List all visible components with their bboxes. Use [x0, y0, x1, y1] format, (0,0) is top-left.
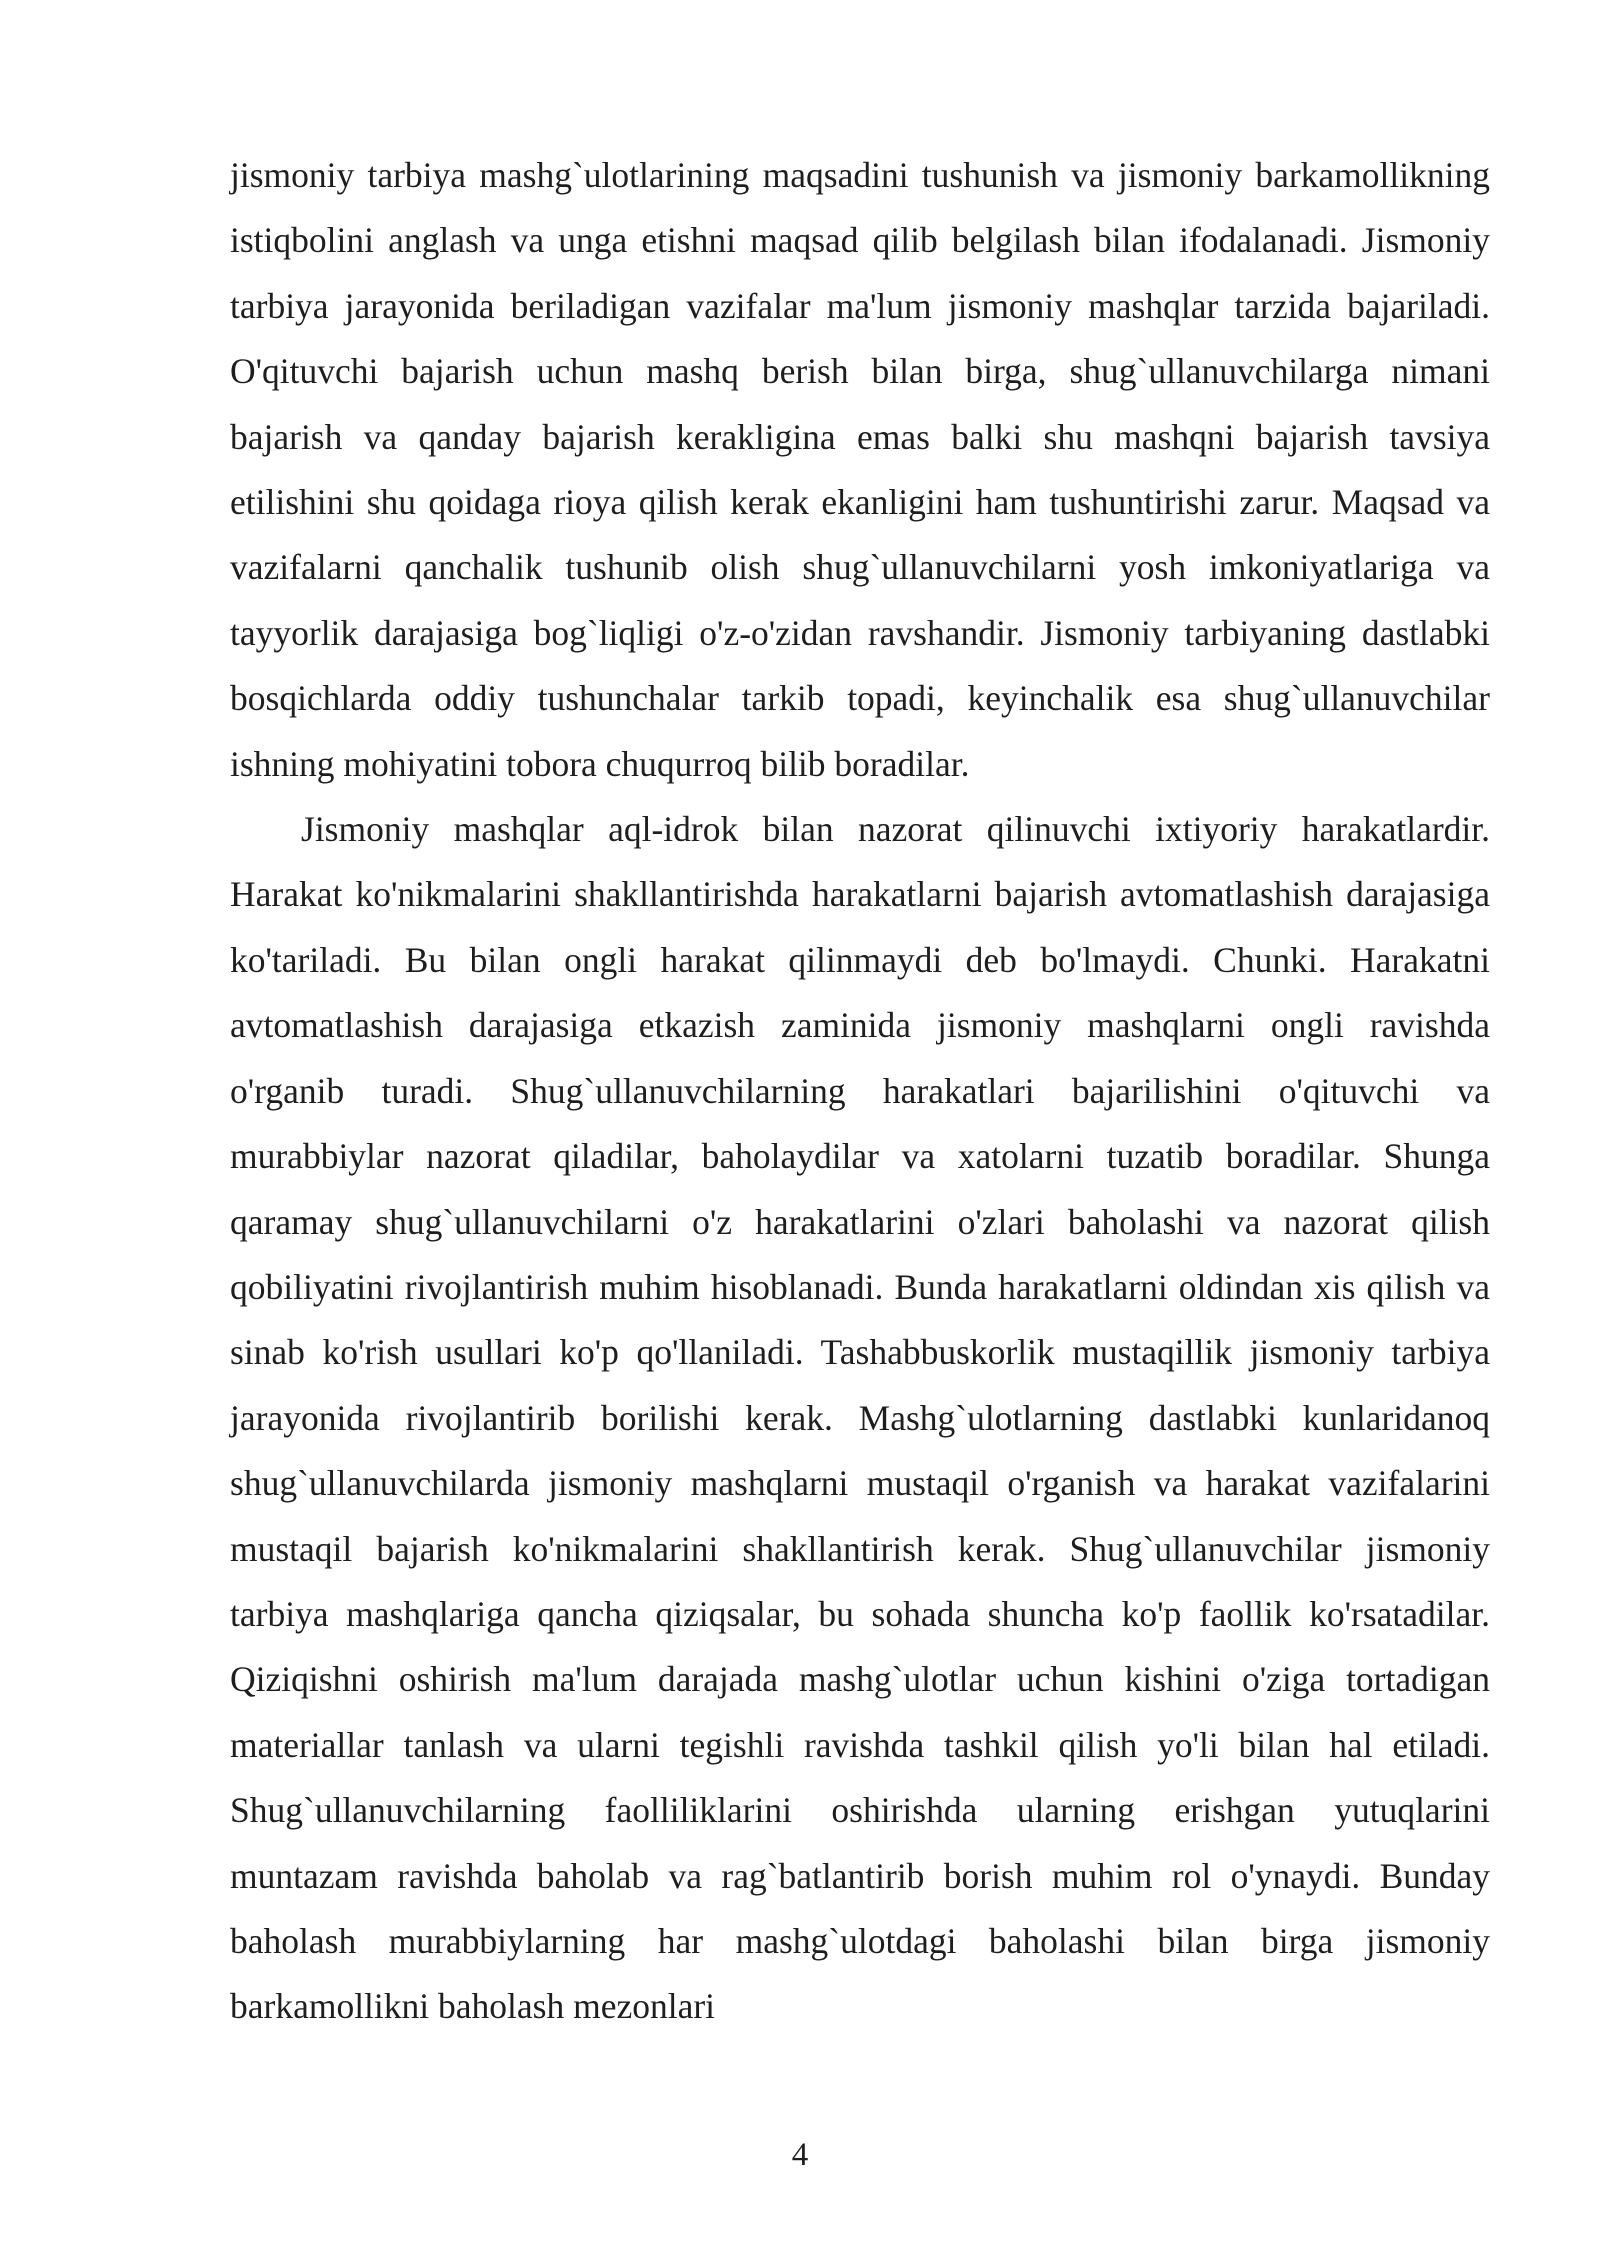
- page-number: 4: [791, 2137, 809, 2173]
- paragraph-1: jismoniy tarbiya mashg`ulotlarining maqsadini tushunish va jismoniy barkamollikning istiqbolini anglash va unga etishni maqsad qilib belgilash bilan ifodalanadi. Jismoniy tarbiya jarayonida beriladigan vazifalar ma'lum jismoniy mashqlar tarzida bajariladi. O'qituvchi bajarish uchun mashq berish bilan birga, shug`ullanuvchilarga nimani bajarish va qanday bajarish kerakligina emas balki shu mashqni bajarish tavsiya etilishini shu qoidaga rioya qilish kerak ekanligini ham tushuntirishi zarur. Maqsad va vazifalarni qanchalik tushunib olish shug`ullanuvchilarni yosh imkoniyatlariga va tayyorlik darajasiga bog`liqligi o'z-o'zidan ravshandir. Jismoniy tarbiyaning dastlabki bosqichlarda oddiy tushunchalar tarkib topadi, keyinchalik esa shug`ullanuvchilar ishning mohiyatini tobora chuqurroq bilib boradilar.: [230, 155, 1490, 784]
- paragraph-2: Jismoniy mashqlar aql-idrok bilan nazorat qilinuvchi ixtiyoriy harakatlardir. Harakat ko'nikmalarini shakllantirishda harakatlarni bajarish avtomatlashish darajasiga ko'tariladi. Bu bilan ongli harakat qilinmaydi deb bo'lmaydi. Chunki. Harakatni avtomatlashish darajasiga etkazish zaminida jismoniy mashqlarni ongli ravishda o'rganib turadi. Shug`ullanuvchilarning harakatlari bajarilishini o'qituvchi va murabbiylar nazorat qiladilar, baholaydilar va xatolarni tuzatib boradilar. Shunga qaramay shug`ullanuvchilarni o'z harakatlarini o'zlari baholashi va nazorat qilish qobiliyatini rivojlantirish muhim hisoblanadi. Bunda harakatlarni oldindan xis qilish va sinab ko'rish usullari ko'p qo'llaniladi. Tashabbuskorlik mustaqillik jismoniy tarbiya jarayonida rivojlantirib borilishi kerak. Mashg`ulotlarning dastlabki kunlaridanoq shug`ullanuvchilarda jismoniy mashqlarni mustaqil o'rganish va harakat vazifalarini mustaqil bajarish ko'nikmalarini shakllantirish kerak. Shug`ullanuvchilar jismoniy tarbiya mashqlariga qancha qiziqsalar, bu sohada shuncha ko'p faollik ko'rsatadilar. Qiziqishni oshirish ma'lum darajada mashg`ulotlar uchun kishini o'ziga tortadigan materiallar tanlash va ularni tegishli ravishda tashkil qilish yo'li bilan hal etiladi. Shug`ullanuvchilarning faolliliklarini oshirishda ularning erishgan yutuqlarini muntazam ravishda baholab va rag`batlantirib borish muhim rol o'ynaydi. Bunday baholash murabbiylarning har mashg`ulotdagi baholashi bilan birga jismoniy barkamollikni baholash mezonlari: [230, 809, 1490, 2027]
- document-body: [230, 143, 1490, 2040]
